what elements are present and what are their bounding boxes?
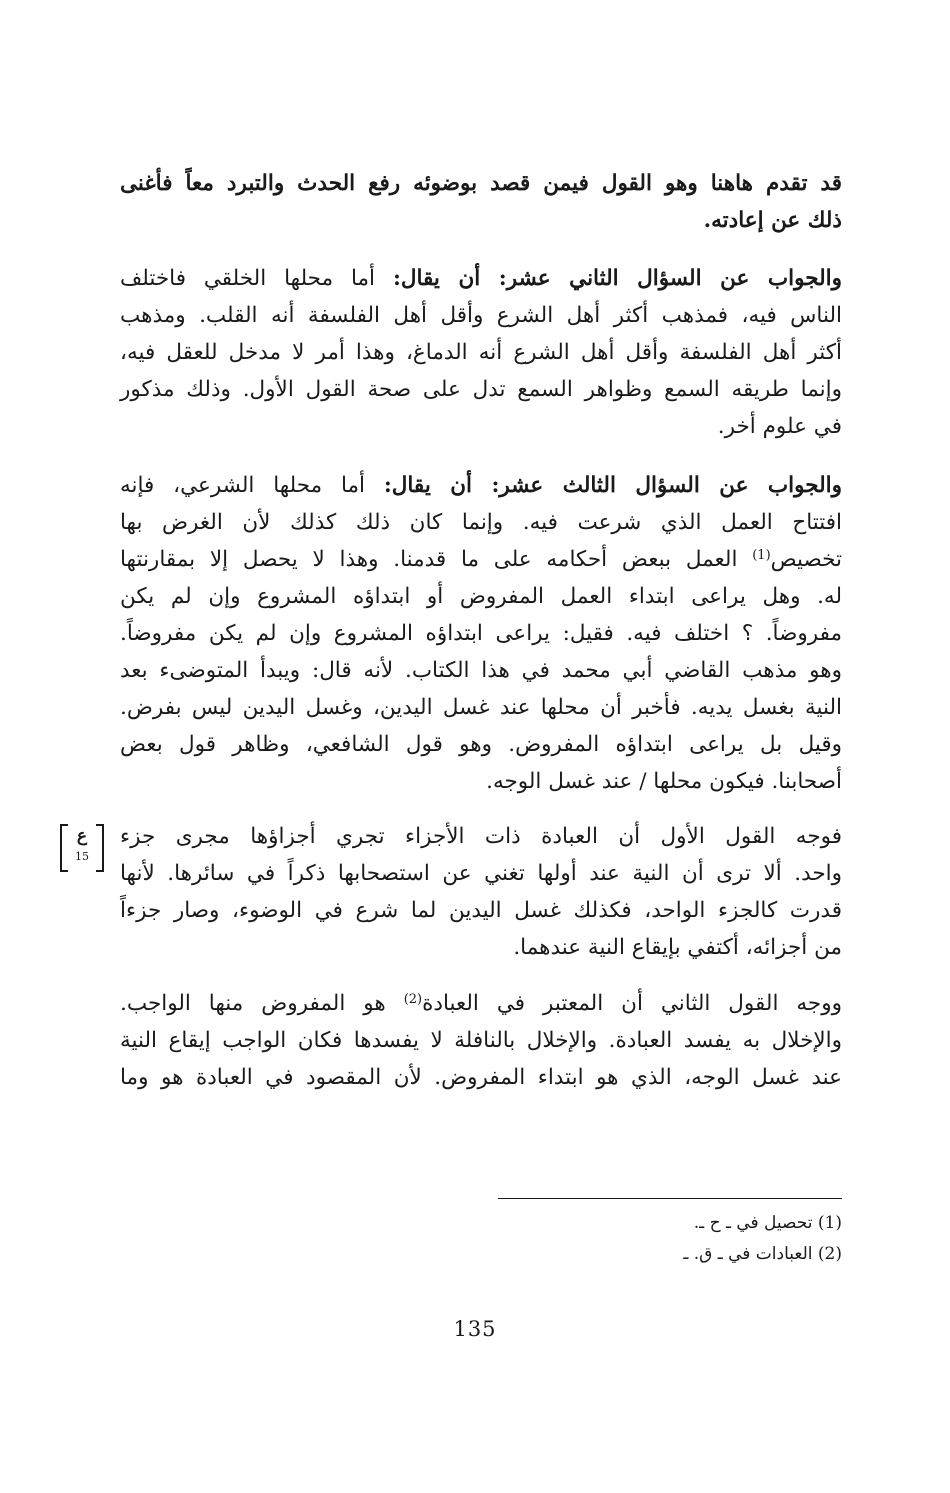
answer-heading: والجواب عن السؤال الثاني عشر: أن يقال: — [392, 266, 842, 291]
footnote-2: (2) العبادات في ـ ق. ـ — [683, 1244, 842, 1264]
text-line: واحد. ألا ترى أن النية عند أولها تغني عن استصحابها ذكراً في سائرها. لأنها — [120, 861, 842, 886]
text-line: عند غسل الوجه، الذي هو ابتداء المفروض. لأن المقصود في العبادة هو وما — [120, 1065, 842, 1090]
footnotes — [560, 1208, 842, 1270]
text-line: والإخلال به يفسد العبادة. والإخلال بالنافلة لا يفسدها فكان الواجب إيقاع النية — [120, 1028, 842, 1053]
text-line: ووجه القول الثاني أن المعتبر في العبادة$^{(2)}$ هو المفروض منها الواجب. — [120, 991, 842, 1016]
text-line: النية بغسل يديه. فأخبر أن محلها عند غسل اليدين، وغسل اليدين ليس بفرض. — [120, 695, 842, 720]
text-line: قد تقدم هاهنا وهو القول فيمن قصد بوضوئه رفع الحدث والتبرد معاً فأغنى — [120, 171, 842, 196]
paragraph-2 — [120, 260, 842, 445]
folio-number: 15 — [75, 850, 89, 863]
text-line: قدرت كالجزء الواحد، فكذلك غسل اليدين لما شرع في الوضوء، وصار جزءاً — [120, 898, 842, 923]
footnote-ref-1: (1) — [752, 548, 771, 563]
text-line: وقيل بل يراعى ابتداؤه المفروض. وهو قول الشافعي، وظاهر قول بعض — [120, 732, 842, 757]
text-line: وهو مذهب القاضي أبي محمد في هذا الكتاب. لأنه قال: ويبدأ المتوضىء بعد — [120, 658, 842, 683]
paragraph-3 — [120, 467, 842, 800]
text-line: الناس فيه، فمذهب أكثر أهل الشرع وأقل أهل الفلسفة أنه القلب. ومذهب — [120, 303, 842, 328]
footnote-ref-2: (2) — [403, 992, 423, 1007]
text-line: والجواب عن السؤال الثالث عشر: أن يقال: أما محلها الشرعي، فإنه — [120, 473, 842, 498]
text-line: فوجه القول الأول أن العبادة ذات الأجزاء تجري أجزاؤها مجرى جزء — [120, 824, 842, 849]
paragraph-5 — [120, 985, 842, 1096]
text-line: تخصيص$^{(1)}$ العمل ببعض أحكامه على ما قدمنا. وهذا لا يحصل إلا بمقارنتها — [120, 547, 842, 572]
text-line: أكثر أهل الفلسفة وأقل أهل الشرع أنه الدماغ، وهذا أمر لا مدخل للعقل فيه، — [120, 340, 842, 365]
text-line: أصحابنا. فيكون محلها / عند غسل الوجه. — [486, 769, 842, 794]
main-text — [120, 165, 842, 1096]
text-line: له. وهل يراعى ابتداء العمل المفروض أو ابتداؤه المشروع وإن لم يكن — [120, 584, 842, 609]
text-line: من أجزائه، أكتفي بإيقاع النية عندهما. — [513, 935, 842, 960]
page-number: 135 — [453, 1317, 497, 1341]
paragraph-1 — [120, 165, 842, 239]
text-line: ذلك عن إعادته. — [703, 208, 842, 233]
text-line: في علوم أخر. — [717, 414, 842, 439]
footnote-1: (1) تحصيل في ـ ح ـ. — [693, 1213, 842, 1233]
text-line: افتتاح العمل الذي شرعت فيه. وإنما كان ذلك كذلك لأن الغرض بها — [120, 510, 842, 535]
folio-letter: ع — [76, 826, 88, 846]
paragraph-4 — [120, 818, 842, 966]
text-line: والجواب عن السؤال الثاني عشر: أن يقال: أما محلها الخلقي فاختلف — [120, 266, 842, 291]
text-line: مفروضاً. ؟ اختلف فيه. فقيل: يراعى ابتداؤه المشروع وإن لم يكن مفروضاً. — [120, 621, 842, 646]
footnote-divider — [498, 1198, 842, 1199]
manuscript-folio-marker — [60, 824, 104, 872]
text-line: وإنما طريقه السمع وظواهر السمع تدل على صحة القول الأول. وذلك مذكور — [120, 377, 842, 402]
answer-heading: والجواب عن السؤال الثالث عشر: أن يقال: — [383, 473, 842, 498]
